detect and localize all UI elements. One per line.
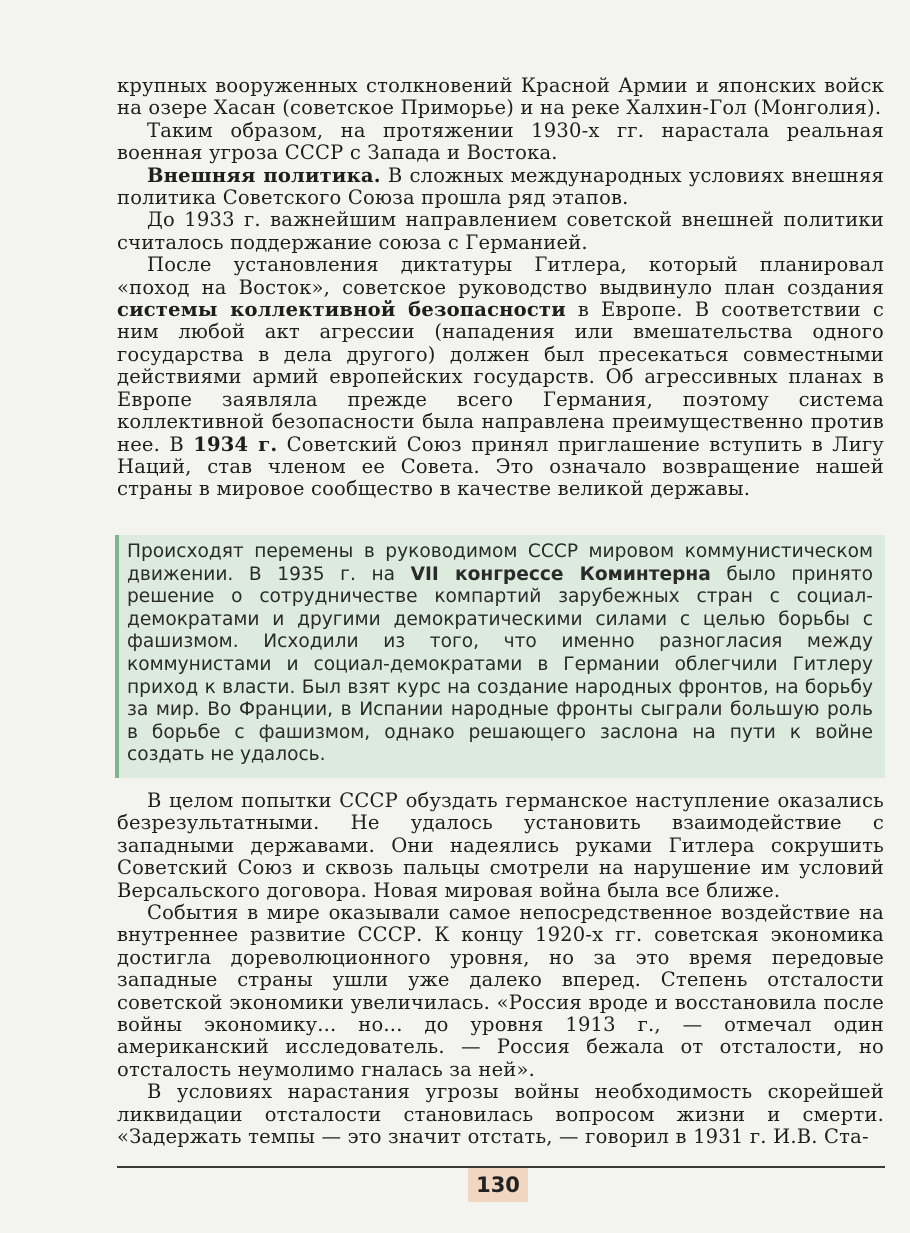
collective-security-text-a: После установления диктатуры Гитлера, который планировал «поход на Восток», советское руководство выдвинуло план создания — [117, 253, 884, 299]
paragraph-collective-security — [117, 254, 884, 500]
page-number: 130 — [468, 1168, 528, 1202]
top-text-block — [117, 75, 884, 501]
paragraph-ussr-attempts: В целом попытки СССР обуздать германское наступление оказались безрезультатными. Не удалось установить взаимодействие с западными державами. Они надеялись руками Гитлера сокрушить Советский Союз и сквозь пальцы смотрели на нарушение им условий Версальского договора. Новая мировая война была все ближе. — [117, 789, 884, 902]
collective-security-text-c: Советский Союз принял приглашение вступить в Лигу Наций, став членом ее Совета. Это означало возвращение нашей страны в мировое сообщество в качестве великой державы. — [117, 432, 884, 501]
term-collective-security: системы коллективной безопасности — [117, 298, 566, 322]
term-comintern-congress: VII конгрессе Коминтерна — [410, 563, 711, 585]
year-1934: 1934 г. — [193, 432, 278, 456]
paragraph-economy: События в мире оказывали самое непосредственное воздействие на внутреннее развитие СССР. К концу 1920-х гг. советская экономика достигла дореволюционного уровня, но за это время передовые западные страны ушли уже далеко вперед. Степень отсталости советской экономики увеличилась. «Россия вроде и восстановила после войны экономику... но... до уровня 1913 г., — отмечал один американский исследователь. — Россия бежала от отсталости, но отсталость неумолимо гналась за ней». — [117, 901, 884, 1081]
highlight-text — [119, 535, 885, 767]
bottom-text-block — [117, 790, 884, 1149]
collective-security-text-b: в Европе. В соответствии с ним любой акт агрессии (нападения или вмешательства одного государства в дела другого) должен был пресекаться совместными действиями армий европейских государств. Об агрессивных планах в Европе заявляла прежде всего Германия, поэтому система коллективной безопасности была направлена преимущественно против нее. В — [117, 298, 885, 456]
comintern-highlight-box — [115, 535, 885, 778]
paragraph-before-1933: До 1933 г. важнейшим направлением советской внешней политики считалось поддержание союза с Германией. — [117, 208, 884, 254]
paragraph-foreign-policy — [117, 165, 884, 210]
paragraph-threat-summary: Таким образом, на протяжении 1930-х гг. нарастала реальная военная угроза СССР с Запада и Востока. — [117, 118, 884, 165]
paragraph-war-threat: В условиях нарастания угрозы войны необходимость скорейшей ликвидации отсталости становилась вопросом жизни и смерти. «Задержать темпы — это значит отстать, — говорил в 1931 г. И.В. Ста- — [117, 1080, 884, 1149]
highlight-text-b: было принято решение о сотрудничестве компартий зарубежных стран с социал-демократами и другими демократическими силами с целью борьбы с фашизмом. Исходили из того, что именно разногласия между коммунистами и социал-демократами в Германии облегчили Гитлеру приход к власти. Был взят курс на создание народных фронтов, на борьбу за мир. Во Франции, в Испании народные фронты сыграли большую роль в борьбе с фашизмом, однако решающего заслона на пути к войне создать не удалось. — [127, 563, 873, 766]
section-heading-foreign-policy: Внешняя политика. — [147, 163, 381, 187]
highlight-text-a: Происходят перемены в руководимом СССР мировом коммунистическом движении. В 1935 г. на — [127, 541, 873, 585]
foreign-policy-text: В сложных международных условиях внешняя политика Советского Союза прошла ряд этапов. — [117, 163, 884, 210]
paragraph-continuation: крупных вооруженных столкновений Красной Армии и японских войск на озере Хасан (советское Приморье) и на реке Халхин-Гол (Монголия). — [117, 74, 884, 120]
